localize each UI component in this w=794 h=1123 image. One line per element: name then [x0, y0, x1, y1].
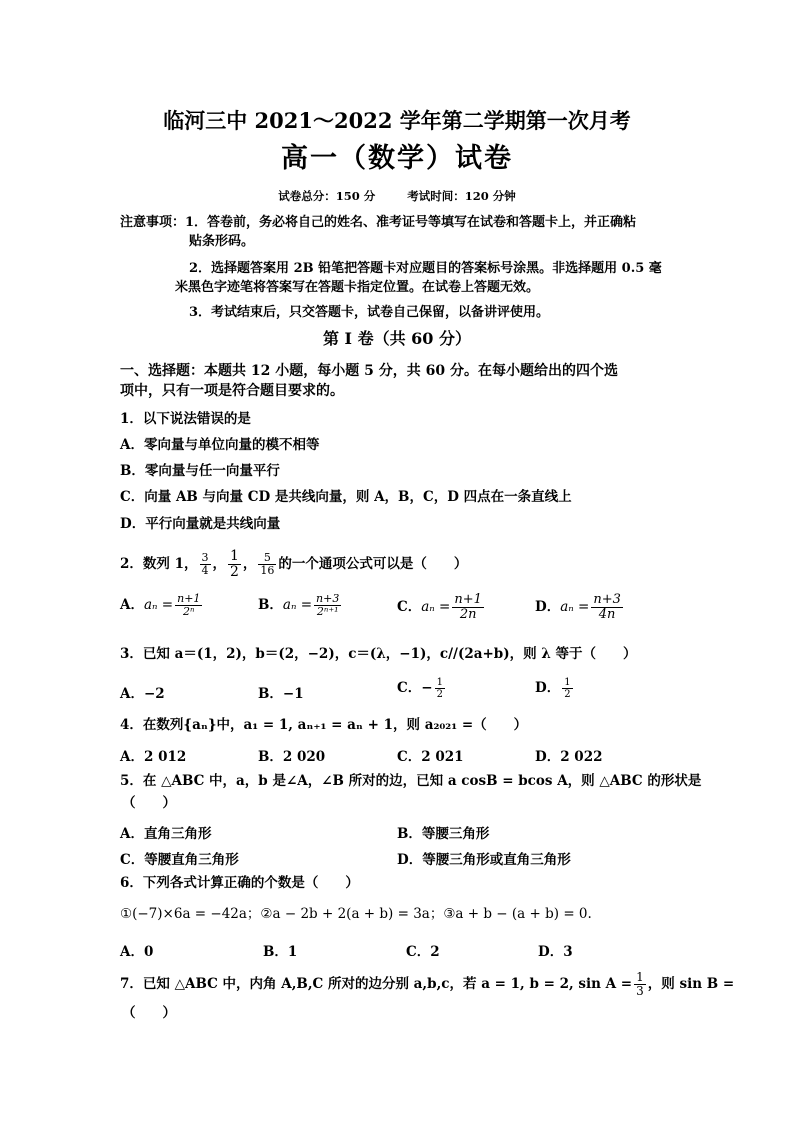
q6-option-c: C．2 — [406, 944, 440, 960]
q4-stem: 4．在数列{aₙ}中，a₁ = 1, aₙ₊₁ = aₙ + 1，则 a₂₀₂₁ =（ ） — [120, 717, 528, 733]
q7-stem-a-text: 7．已知 △ABC 中，内角 A,B,C 所对的边分别 a,b,c，若 a = 1, b = 2, sin A = — [120, 976, 633, 992]
q3-stem: 3．已知 a＝(1，2)，b＝(2，−2)，c＝(λ，−1)，c//(2a+b)，则 λ 等于（ ） — [120, 646, 637, 662]
q3-option-c: C．− $\frac{1}{2}$ — [397, 677, 443, 700]
note-1b: 贴条形码。 — [189, 234, 255, 249]
exam-subtitle: 高一（数学）试卷 — [281, 143, 513, 174]
notes-line-1 — [120, 214, 636, 232]
q2-option-b: B．aₙ = $\frac{n+3}{\text{2ⁿ⁺¹}}$ — [258, 592, 340, 618]
q5-option-b: B．等腰三角形 — [397, 826, 490, 842]
note-1a: 1．答卷前，务必将自己的姓名、准考证号等填写在试卷和答题卡上，并正确粘 — [185, 215, 637, 230]
exam-meta — [0, 187, 794, 205]
q7-stem-b: （ ） — [122, 1005, 176, 1021]
q4-option-b: B．2 020 — [258, 749, 326, 765]
q1-option-b: B．零向量与任一向量平行 — [120, 463, 280, 479]
q2-option-c: C．aₙ = $\frac{n+1}{2n}$ — [397, 592, 482, 622]
q2-option-a: A．aₙ = $\frac{n+1}{\text{2ⁿ}}$ — [120, 592, 201, 618]
q6-option-b: B．1 — [263, 944, 298, 960]
q3-option-d: D． $\frac{1}{2}$ — [535, 677, 571, 700]
q1-stem: 1．以下说法错误的是 — [120, 411, 251, 427]
notes-label: 注意事项： — [120, 215, 186, 230]
q4-option-d: D．2 022 — [535, 749, 603, 765]
q2-stem: 2．数列 1， $\frac{3}{4}$ ， $\frac{1}{2}$ ， $\frac{5}{16}$ 的一个通项公式可以是（ ） — [120, 548, 468, 580]
q2-frac-2: $\frac{1}{2}$ — [230, 548, 239, 580]
section-instruction-b: 项中，只有一项是符合题目要求的。 — [120, 383, 344, 399]
total-score: 试卷总分：150 分 — [278, 189, 376, 203]
note-2a: 2．选择题答案用 2B 铅笔把答题卡对应题目的答案标号涂黑。非选择题用 0.5 毫 — [189, 261, 662, 276]
q5-option-c: C．等腰直角三角形 — [120, 852, 239, 868]
q2-frac-1: $\frac{3}{4}$ — [201, 551, 209, 577]
q4-option-a: A．2 012 — [120, 749, 187, 765]
exam-time: 考试时间：120 分钟 — [407, 189, 516, 203]
q6-option-a: A．0 — [120, 944, 154, 960]
exam-title: 临河三中 2021～2022 学年第二学期第一次月考 — [163, 108, 631, 133]
q5-stem-b: （ ） — [122, 795, 176, 811]
q1-option-a: A．零向量与单位向量的模不相等 — [120, 437, 320, 453]
note-2b: 米黑色字迹笔将答案写在答题卡指定位置。在试卷上答题无效。 — [175, 280, 540, 295]
section-title: 第 Ⅰ 卷（共 60 分） — [322, 329, 472, 348]
q2-option-d: D．aₙ = $\frac{n+3}{4n}$ — [535, 592, 621, 622]
q5-option-d: D．等腰三角形或直角三角形 — [397, 852, 571, 868]
q2-stem-suffix: 的一个通项公式可以是（ ） — [278, 556, 468, 572]
section-instruction-a: 一、选择题：本题共 12 小题，每小题 5 分，共 60 分。在每小题给出的四个选 — [120, 363, 618, 379]
q2-frac-3: $\frac{5}{16}$ — [260, 551, 275, 577]
q3-option-b: B．−1 — [258, 686, 304, 702]
q6-expressions: ①(−7)×6a = −42a；②a − 2b + 2(a + b) = 3a；③a + b − (a + b) = 0. — [120, 906, 592, 922]
q7-stem-a — [120, 970, 734, 998]
q1-option-c: C．向量 AB 与向量 CD 是共线向量，则 A，B，C，D 四点在一条直线上 — [120, 489, 572, 505]
q6-stem: 6．下列各式计算正确的个数是（ ） — [120, 875, 359, 891]
q7-stem-a2: ，则 sin B = — [647, 976, 735, 992]
q7-frac: $\frac{1}{3}$ — [636, 970, 644, 998]
q5-stem-a: 5．在 △ABC 中，a，b 是∠A，∠B 所对的边，已知 a cosB = bcos A，则 △ABC 的形状是 — [120, 773, 702, 789]
q4-option-c: C．2 021 — [397, 749, 464, 765]
q3-option-a: A．−2 — [120, 686, 165, 702]
q2-stem-prefix: 2．数列 1， — [120, 556, 198, 572]
q6-option-d: D．3 — [538, 944, 573, 960]
note-3: 3．考试结束后，只交答题卡，试卷自己保留，以备讲评使用。 — [189, 305, 550, 320]
q1-option-d: D．平行向量就是共线向量 — [120, 516, 281, 532]
q5-option-a: A．直角三角形 — [120, 826, 212, 842]
